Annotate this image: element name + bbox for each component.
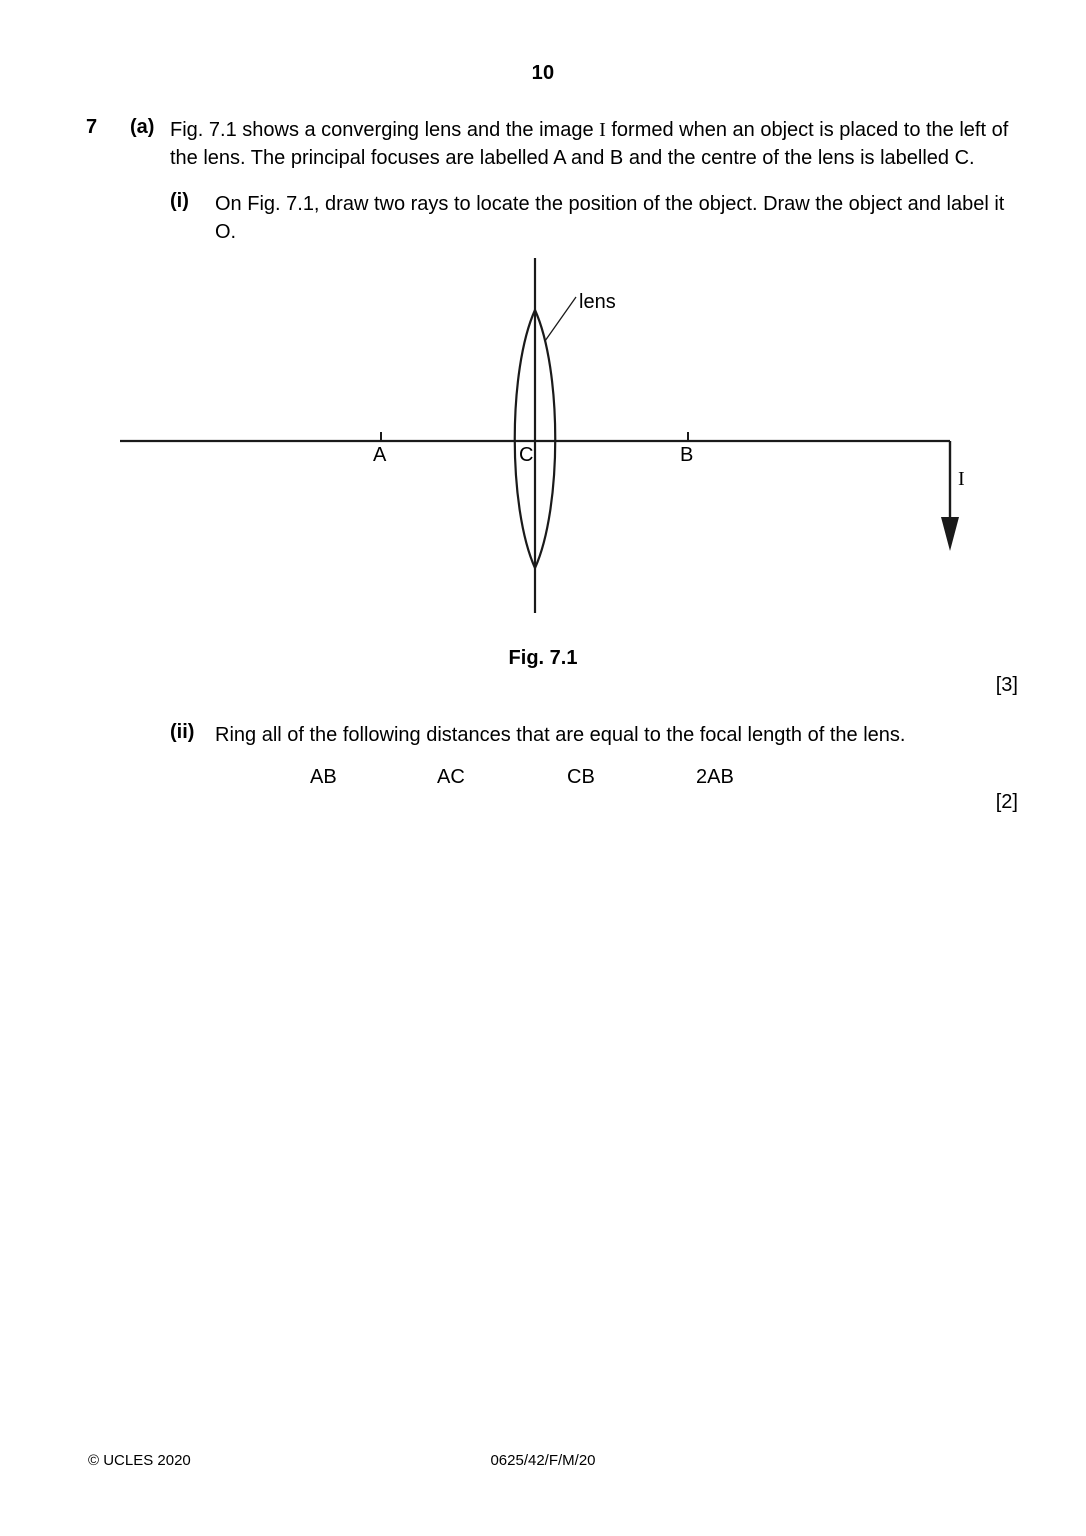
marks-subpart-i: [3]	[995, 674, 1018, 696]
lens-label: lens	[579, 291, 616, 313]
lens-left-surface	[515, 310, 535, 568]
question-part-label: (a)	[130, 116, 155, 138]
image-arrow-head	[941, 517, 959, 551]
question-stem-part1: Fig. 7.1 shows a converging lens and the image	[170, 119, 600, 141]
option-ac[interactable]: AC	[437, 766, 465, 788]
subpart-label-ii: (ii)	[170, 721, 195, 743]
subpart-text-i: On Fig. 7.1, draw two rays to locate the position of the object. Draw the object and label it O.	[215, 193, 1005, 243]
subpart-text-ii: Ring all of the following distances that are equal to the focal length of the lens.	[215, 724, 906, 746]
question-stem-part2: formed when an object is placed to the left of the lens. The principal focuses are labelled A and B and the centre of the lens is labelled C.	[170, 119, 1009, 169]
option-cb[interactable]: CB	[567, 766, 595, 788]
footer-paper-code: 0625/42/F/M/20	[490, 1452, 596, 1469]
lens-ray-diagram-svg	[0, 0, 1086, 700]
subpart-label-i: (i)	[170, 190, 189, 212]
focus-b-label: B	[680, 444, 694, 466]
image-symbol-i: I	[599, 119, 606, 141]
lens-right-surface	[535, 310, 555, 568]
option-ab[interactable]: AB	[310, 766, 337, 788]
lens-label-leader-line	[545, 297, 576, 341]
option-2ab[interactable]: 2AB	[696, 766, 734, 788]
question-number: 7	[86, 116, 98, 138]
page-number: 10	[531, 62, 555, 84]
footer-copyright: © UCLES 2020	[88, 1452, 191, 1469]
lens-centre-label: C	[519, 444, 534, 466]
figure-caption: Fig. 7.1	[508, 647, 578, 669]
figure-7-1	[0, 0, 1086, 700]
marks-subpart-ii: [2]	[995, 791, 1018, 813]
question-stem	[170, 116, 1018, 172]
focus-a-label: A	[373, 444, 387, 466]
image-label: I	[958, 468, 965, 490]
